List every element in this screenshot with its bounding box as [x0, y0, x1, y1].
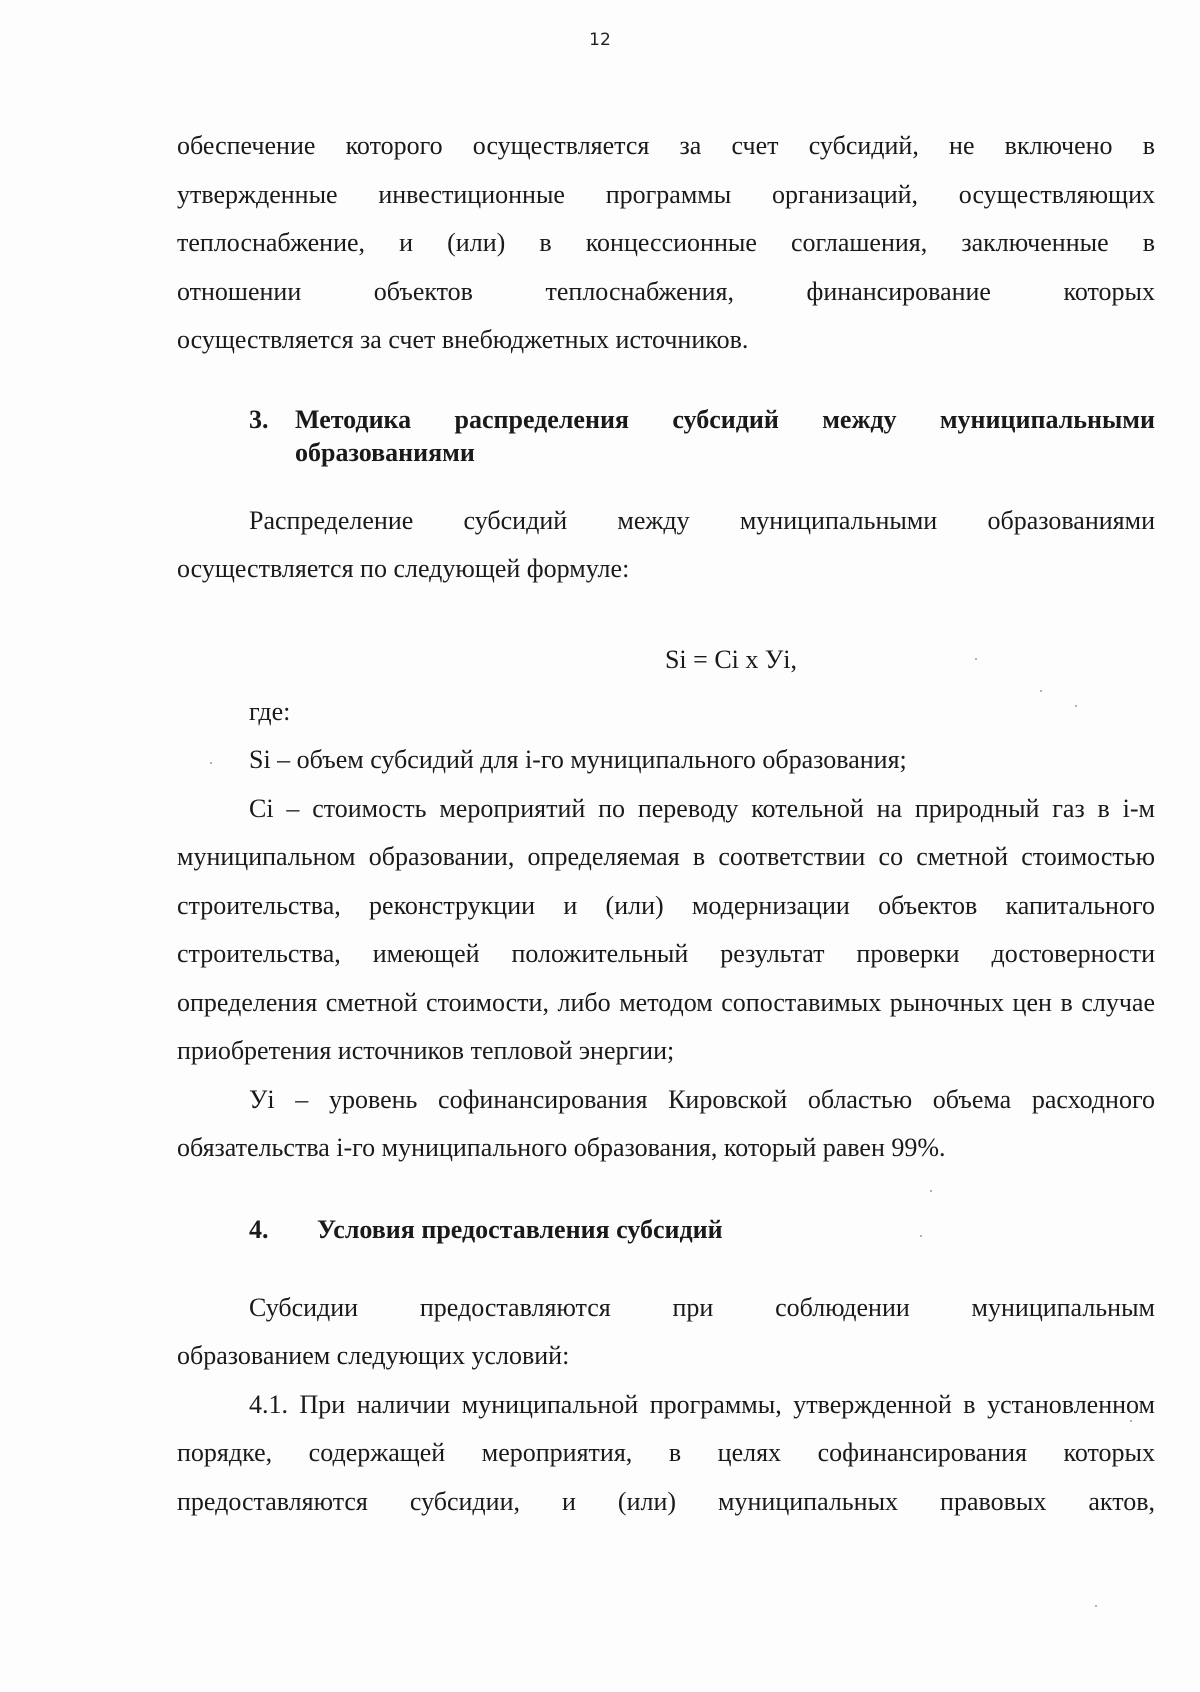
- section-4-intro-line: Субсидии предоставляются при соблюдении муниципальным: [249, 1292, 1155, 1322]
- section-4-heading: [177, 1213, 1155, 1246]
- section-4-intro-line: образованием следующих условий:: [177, 1341, 570, 1370]
- section-4-title: Условия предоставления субсидий: [317, 1214, 723, 1244]
- section-3-intro-line: Распределение субсидий между муниципальными образованиями: [249, 505, 1155, 535]
- definition-ci: Ci – стоимость мероприятий по переводу котельной на природный газ в i-м муниципальном образовании, определяемая в соответствии со сметной стоимостью строительства, реконструкции и (или) модернизации объектов капитального строительства, имеющей положительный результат проверки достоверности определения сметной стоимости, либо методом сопоставимых рыночных цен в случае приобретения источников тепловой энергии;: [177, 793, 1155, 1065]
- scan-speck: [1095, 1605, 1097, 1607]
- intro-line: обеспечение которого осуществляется за счет субсидий, не включено в: [177, 131, 1155, 160]
- item-4-1: 4.1. При наличии муниципальной программы, утвержденной в установленном порядке, содержащей мероприятия, в целях софинансирования которых предоставляются субсидии, и (или) муниципальных правовых актов,: [177, 1389, 1155, 1516]
- section-3-title-line: Методика распределения субсидий между муниципальными: [295, 404, 1155, 434]
- intro-line: осуществляется за счет внебюджетных источников.: [177, 325, 749, 354]
- formula-where: где:: [249, 696, 291, 726]
- scan-speck: [210, 762, 212, 764]
- section-3-number: 3.: [249, 404, 269, 434]
- definition-si: Si – объем субсидий для i-го муниципального образования;: [249, 745, 907, 774]
- page-number: 12: [589, 30, 611, 50]
- intro-line: отношении объектов теплоснабжения, финансирование которых: [177, 276, 1155, 306]
- section-3-heading: [177, 403, 1155, 469]
- scan-speck: [1130, 1420, 1132, 1422]
- intro-paragraph: [177, 122, 1155, 365]
- formula: Si = Ci x Уi,: [664, 644, 798, 674]
- intro-line: теплоснабжение, и (или) в концессионные соглашения, заключенные в: [177, 228, 1155, 257]
- scan-speck: [1075, 705, 1077, 707]
- section-3-intro-line: осуществляется по следующей формуле:: [177, 554, 630, 583]
- definition-yi: Уi – уровень софинансирования Кировской областью объема расходного обязательства i-го муниципального образования, который равен 99%.: [177, 1084, 1155, 1162]
- page-content: [177, 122, 1155, 1526]
- section-4-number: 4.: [249, 1214, 269, 1244]
- scan-speck: [920, 1235, 922, 1237]
- section-3-title: [295, 403, 1155, 469]
- scan-speck: [1040, 690, 1042, 692]
- section-4-body: [177, 1284, 1155, 1527]
- section-3-title-line: образованиями: [295, 437, 475, 467]
- section-3-body: [177, 497, 1155, 1173]
- intro-line: утвержденные инвестиционные программы организаций, осуществляющих: [177, 179, 1155, 209]
- scan-speck: [975, 658, 977, 660]
- scan-speck: [930, 1190, 932, 1192]
